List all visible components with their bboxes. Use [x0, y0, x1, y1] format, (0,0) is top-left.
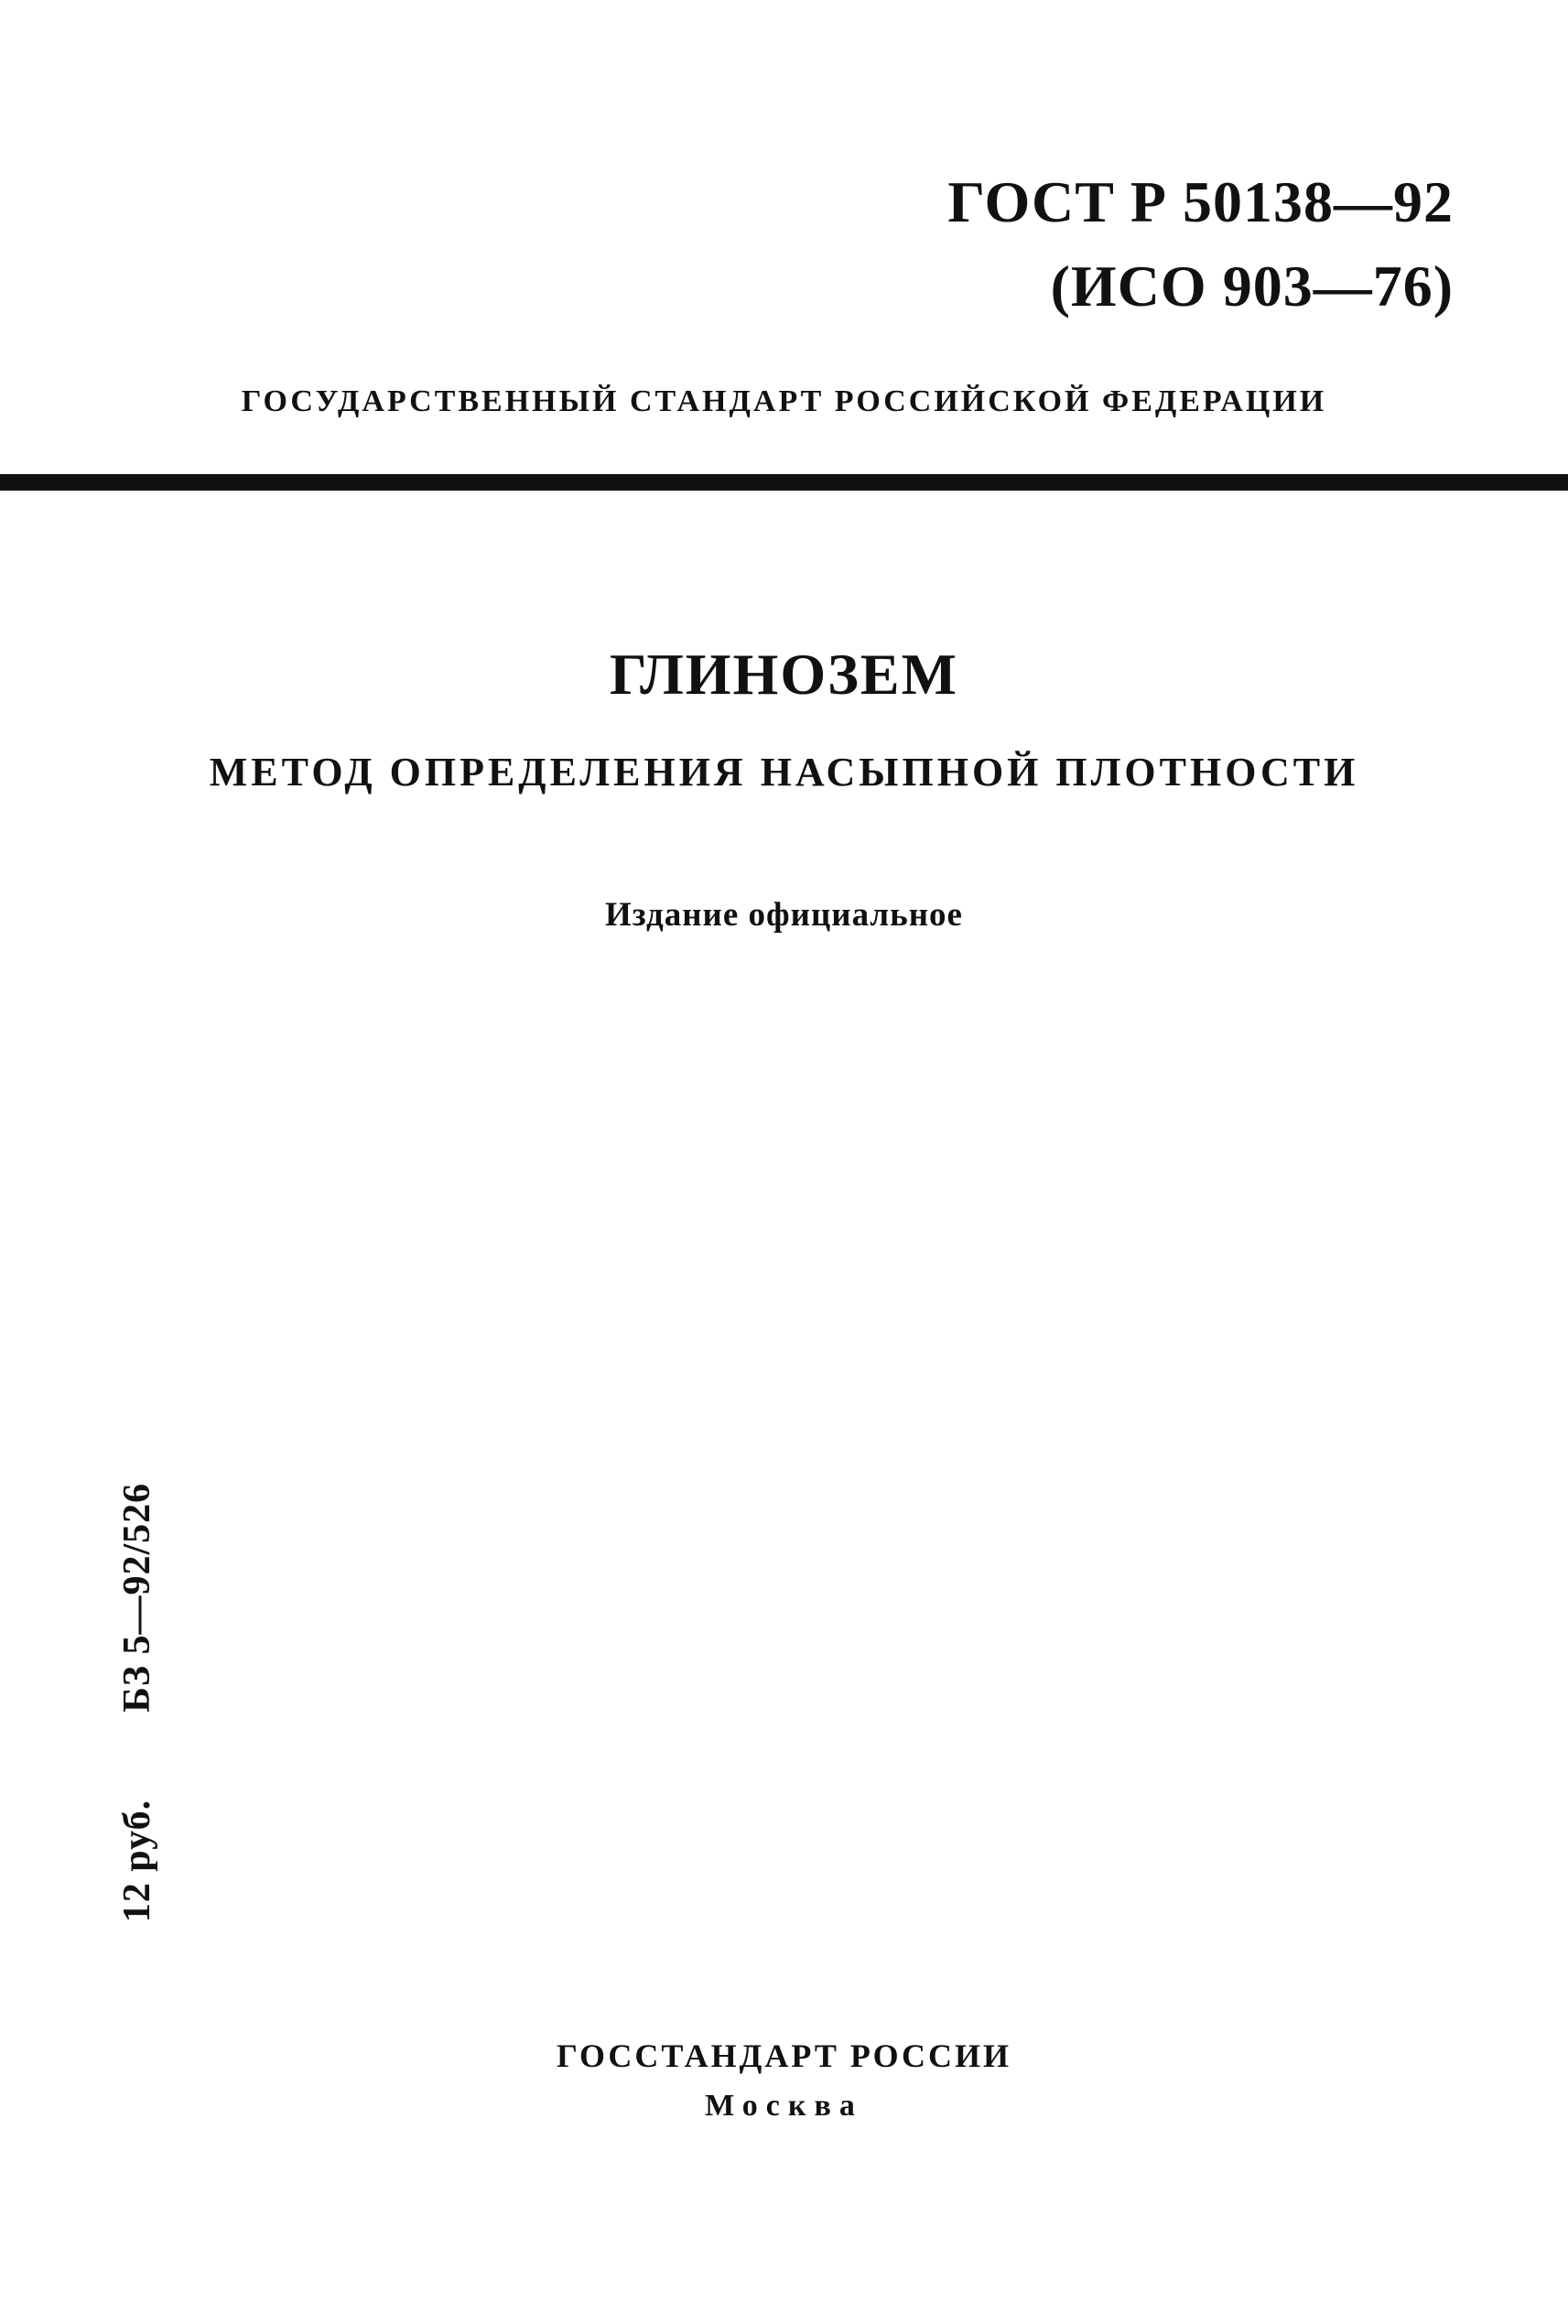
publisher-name: ГОССТАНДАРТ РОССИИ [556, 2038, 1012, 2074]
header-divider [0, 474, 1568, 491]
document-title: ГЛИНОЗЕМ [610, 642, 958, 707]
catalog-code: БЗ 5—92/526 [116, 1482, 158, 1713]
standard-number: ГОСТ Р 50138—92 [947, 169, 1454, 234]
edition-note: Издание официальное [605, 896, 963, 934]
iso-equivalent: (ИСО 903—76) [1050, 254, 1454, 319]
standard-designation [947, 160, 1454, 329]
price-label: 12 руб. [116, 1799, 158, 1923]
document-subtitle: МЕТОД ОПРЕДЕЛЕНИЯ НАСЫПНОЙ ПЛОТНОСТИ [209, 750, 1359, 794]
side-imprint [115, 1483, 159, 1922]
standard-type: ГОСУДАРСТВЕННЫЙ СТАНДАРТ РОССИЙСКОЙ ФЕДЕРАЦИИ [241, 384, 1327, 418]
publisher-city: Москва [705, 2089, 863, 2123]
